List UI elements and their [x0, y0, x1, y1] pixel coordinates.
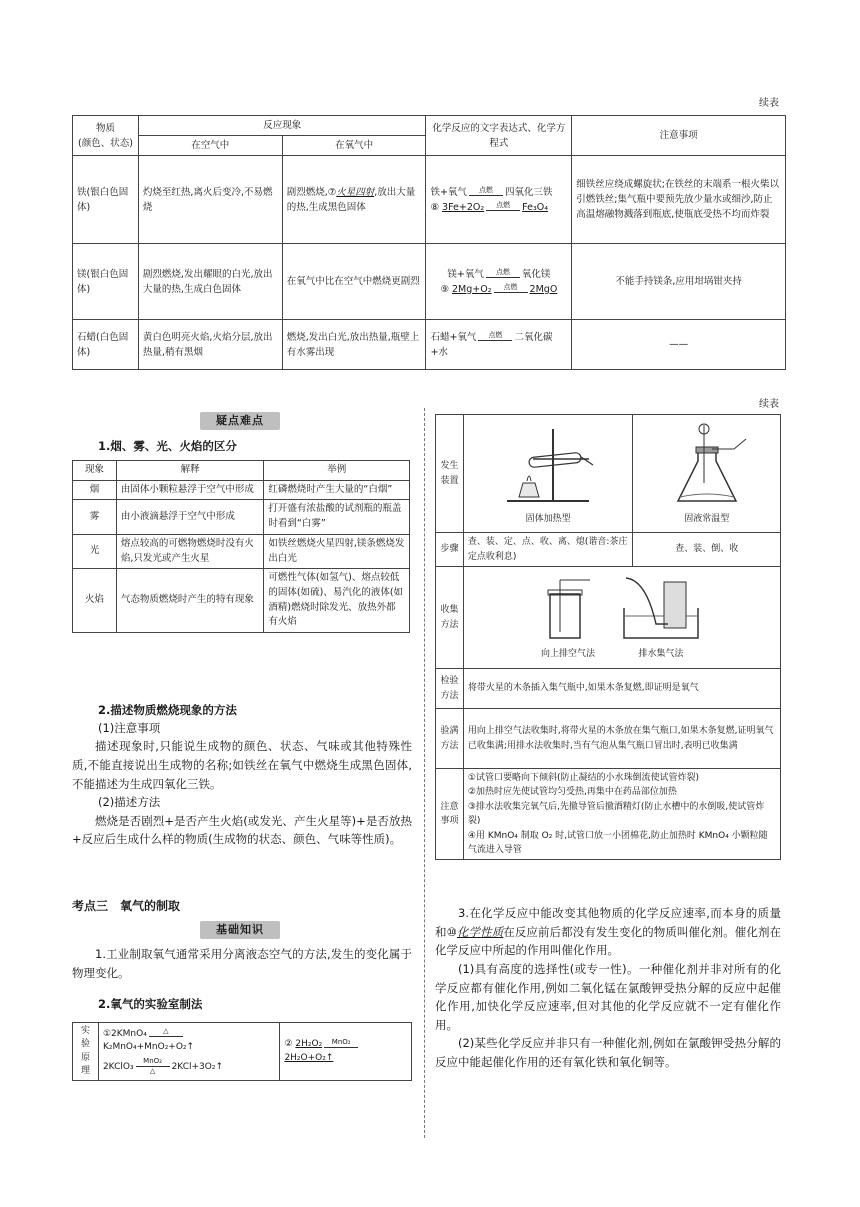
table-row-paraffin [73, 320, 786, 370]
air-cell: 灼烧至红热,离火后变冷,不易燃烧 [138, 156, 282, 244]
test-label: 检验方法 [436, 669, 464, 709]
conical-flask-apparatus-icon [662, 421, 752, 507]
setup-solid-liquid [633, 415, 781, 533]
table-row [73, 534, 410, 568]
water-displacement-icon [616, 574, 706, 642]
air-cell: 黄白色明亮火焰,火焰分层,放出热量,稍有黑烟 [138, 320, 282, 370]
header-substance: 物质 (颜色、状态) [73, 116, 139, 156]
full-label: 验满方法 [436, 709, 464, 769]
paragraph-notes: 描述现象时,只能说生成物的颜色、状态、气味或其他特殊性质,不能直接说出生成物的名称;如铁丝在氧气中燃烧生成黑色固体,不能描述为生成四氧化三铁。 [72, 739, 412, 791]
gas-jar-upward-icon [538, 574, 598, 642]
cell: 如铁丝燃烧火星四射,镁条燃烧发出白光 [264, 534, 410, 568]
heading-describe: 2.描述物质燃烧现象的方法 [98, 703, 237, 717]
equation-cell: 铁+氧气 点燃 四氧化三铁 ⑧ 3Fe+2O₂ 点燃 Fe₃O₄ [426, 156, 572, 244]
cell: 光 [73, 534, 117, 568]
notes-list [463, 769, 780, 860]
answer-blank: 火星四射 [336, 186, 375, 198]
badge-basic-knowledge: 基础知识 [200, 921, 280, 939]
cell: 打开盛有浓盐酸的试剂瓶的瓶盖时看到“白雾” [264, 500, 410, 534]
header-in-air: 在空气中 [138, 136, 282, 156]
setup-solid-heating [463, 415, 633, 533]
substance-cell: 镁(银白色固体) [73, 244, 139, 320]
collect1-caption: 向上排空气法 [540, 649, 595, 659]
notes-cell: —— [572, 320, 786, 370]
oxygen-cell: 剧烈燃烧,⑦火星四射,放出大量的热,生成黑色固体 [282, 156, 426, 244]
list-item: ①试管口要略向下倾斜(防止凝结的小水珠倒流使试管炸裂) [467, 773, 699, 783]
principle-equations-solid: ①2KMnO₄ △ K₂MnO₄+MnO₂+O₂↑ 2KClO₃MnO₂ △ 2KCl+3O₂↑ [98, 1023, 280, 1081]
principle-equation-liquid: ② 2H₂O₂ MnO₂ 2H₂O+O₂↑ [280, 1023, 412, 1081]
cell: 烟 [73, 480, 117, 500]
equation-cell: 镁+氧气 点燃 氧化镁 ⑨ 2Mg+O₂ 点燃 2MgO [426, 244, 572, 320]
list-item: ②加热时应先使试管均匀受热,再集中在药品部位加热 [467, 787, 677, 798]
test-method: 将带火星的木条插入集气瓶中,如果木条复燃,即证明是氧气 [463, 669, 780, 709]
notes-cell: 不能手持镁条,应用坩埚钳夹持 [572, 244, 786, 320]
oxygen-cell: 在氧气中比在空气中燃烧更剧烈 [282, 244, 426, 320]
badge-difficulty: 疑点难点 [200, 412, 280, 430]
continued-label-right: 续表 [759, 399, 779, 410]
collect-label: 收集方法 [436, 567, 464, 669]
header-in-oxygen: 在氧气中 [282, 136, 426, 156]
table-row [73, 480, 410, 500]
solid-heating-apparatus-icon [493, 421, 603, 507]
subheading-method: (2)描述方法 [98, 795, 161, 810]
cell: 火焰 [73, 569, 117, 633]
substance-cell: 石蜡(白色固体) [73, 320, 139, 370]
section-title-oxygen-preparation: 考点三 氧气的制取 [72, 899, 181, 913]
table-row [73, 500, 410, 534]
answer-blank: 化学性质 [456, 924, 504, 939]
list-item: ③排水法收集完氧气后,先撤导管后撤酒精灯(防止水槽中的水倒吸,使试管炸裂) [467, 801, 765, 827]
column-divider [424, 408, 425, 1138]
heading-smoke-fog: 1.烟、雾、光、火焰的区分 [98, 439, 237, 453]
notes-label: 注意事项 [436, 769, 464, 860]
header-equation: 化学反应的文字表达式、化学方程式 [426, 116, 572, 156]
combustion-description-section [72, 702, 412, 849]
paragraph-industrial: 1.工业制取氧气通常采用分离液态空气的方法,发生的变化属于物理变化。 [72, 947, 412, 980]
cell: 红磷燃烧时产生大量的“白烟” [264, 480, 410, 500]
subheading-notes: (1)注意事项 [98, 720, 161, 735]
notes-cell: 细铁丝应绕成螺旋状;在铁丝的末端系一根火柴以引燃铁丝;集气瓶中要预先放少量水或细沙,防止高温熔融物溅落到瓶底,使瓶底受热不均而炸裂 [572, 156, 786, 244]
setup-label: 发生装置 [436, 415, 464, 533]
header-phenomenon: 反应现象 [138, 116, 426, 136]
air-cell: 剧烈燃烧,发出耀眼的白光,放出大量的热,生成白色固体 [138, 244, 282, 320]
heading-lab-preparation: 2.氧气的实验室制法 [98, 997, 203, 1011]
lab-method-table [435, 414, 781, 860]
steps-solid: 查、装、定、点、收、离、熄(谐音:茶庄定点收利息) [463, 533, 633, 567]
table-row-magnesium [73, 244, 786, 320]
header-cell: 现象 [73, 461, 117, 481]
paragraph-catalyst: 3.在化学反应中能改变其他物质的化学反应速率,而本身的质量和⑩化学性质在反应前后都没有发生变化的物质叫催化剂。催化剂在化学反应中所起的作用叫催化作用。 [435, 906, 782, 958]
paragraph-multiple-catalysts: (2)某些化学反应并非只有一种催化剂,例如在氯酸钾受热分解的反应中能起催化作用的还有氧化铁和氧化铜等。 [435, 1036, 781, 1069]
combustion-table [72, 115, 786, 370]
paragraph-selectivity: (1)具有高度的选择性(或专一性)。一种催化剂并非对所有的化学反应都有催化作用,例如二氧化锰在氯酸钾受热分解的反应中起催化作用,加快化学反应速率,但对其他的化学反应就不一定有催化作用。 [435, 961, 781, 1032]
oxygen-cell: 燃烧,发出白光,放出热量,瓶壁上有水雾出现 [282, 320, 426, 370]
substance-cell: 铁(银白色固体) [73, 156, 139, 244]
table-row-iron [73, 156, 786, 244]
cell: 雾 [73, 500, 117, 534]
steps-label: 步骤 [436, 533, 464, 567]
catalyst-section [435, 904, 781, 1072]
cell: 由小液滴悬浮于空气中形成 [116, 500, 264, 534]
list-item: ④用 KMnO₄ 制取 O₂ 时,试管口放一小团棉花,防止加热时 KMnO₄ 小颗粒随气流进入导管 [467, 830, 768, 855]
collect2-caption: 排水集气法 [638, 649, 684, 659]
steps-liquid: 查、装、倒、收 [633, 533, 781, 567]
paragraph-method: 燃烧是否剧烈+是否产生火焰(或发光、产生火星等)+是否放热+反应后生成什么样的物质(生成物的状态、颜色、气味等性质)。 [72, 813, 412, 847]
setup1-caption: 固体加热型 [525, 514, 571, 524]
principle-label: 实验原理 [73, 1023, 99, 1081]
continued-label-top: 续表 [759, 98, 779, 109]
header-cell: 举例 [264, 461, 410, 481]
header-notes: 注意事项 [572, 116, 786, 156]
smoke-fog-table [72, 460, 410, 633]
cell: 熔点较高的可燃物燃烧时没有火焰,只发光或产生火星 [116, 534, 264, 568]
setup2-caption: 固液常温型 [684, 514, 730, 524]
header-cell: 解释 [116, 461, 264, 481]
equation-cell: 石蜡+氧气 点燃 二氧化碳+水 [426, 320, 572, 370]
full-method: 用向上排空气法收集时,将带火星的木条放在集气瓶口,如果木条复燃,证明氧气已收集满;用排水法收集时,当有气泡从集气瓶口冒出时,表明已收集满 [463, 709, 780, 769]
cell: 气态物质燃烧时产生的特有现象 [116, 569, 264, 633]
lab-principle-table [72, 1022, 412, 1081]
collect-methods [463, 567, 780, 669]
cell: 可燃性气体(如氢气)、熔点较低的固体(如硫)、易汽化的液体(如酒精)燃烧时除发光、放热外都有火焰 [264, 569, 410, 633]
cell: 由固体小颗粒悬浮于空气中形成 [116, 480, 264, 500]
table-row [73, 569, 410, 633]
